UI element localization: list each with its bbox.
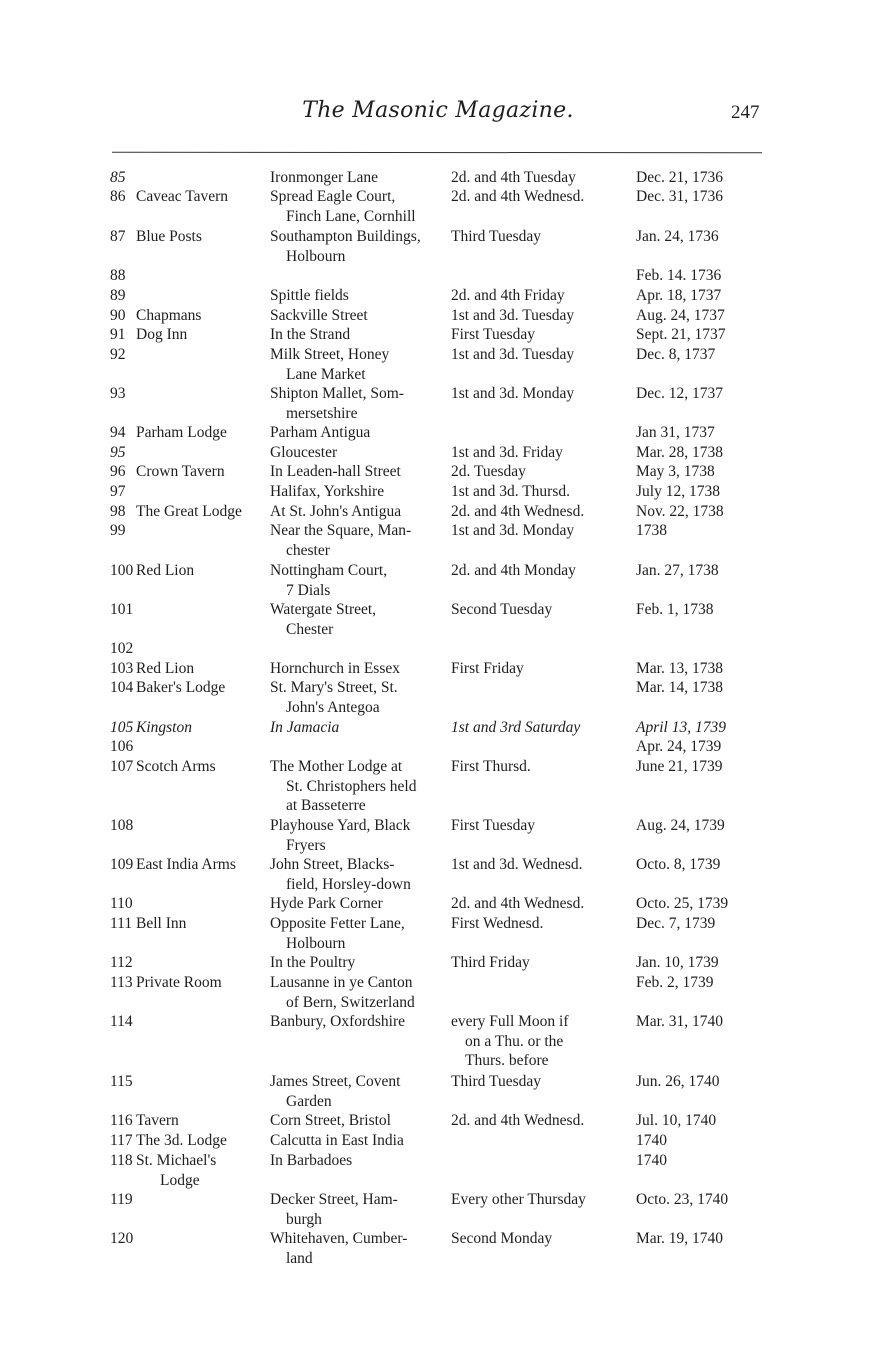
lodge-name-line: Dog Inn bbox=[136, 326, 188, 343]
lodge-number: 113 bbox=[110, 974, 133, 991]
lodge-place-line: Nottingham Court, bbox=[270, 562, 388, 579]
lodge-number: 120 bbox=[110, 1230, 134, 1247]
lodge-number: 116 bbox=[110, 1112, 133, 1129]
lodge-place bbox=[270, 757, 416, 816]
lodge-meeting bbox=[451, 502, 584, 522]
lodge-name-line: St. Michael's bbox=[136, 1152, 217, 1169]
lodge-name bbox=[136, 914, 186, 934]
lodge-date: Mar. 13, 1738 bbox=[636, 660, 723, 677]
lodge-place-line: Holbourn bbox=[286, 247, 346, 265]
lodge-meeting bbox=[451, 462, 526, 482]
lodge-name bbox=[136, 1151, 216, 1190]
lodge-name-line: Red Lion bbox=[136, 562, 195, 579]
lodge-date: Apr. 18, 1737 bbox=[636, 287, 722, 304]
lodge-name bbox=[136, 855, 236, 875]
lodge-date: Dec. 31, 1736 bbox=[636, 188, 723, 205]
lodge-place bbox=[270, 914, 405, 953]
lodge-place-line: at Basseterre bbox=[286, 797, 366, 814]
lodge-place-line: Playhouse Yard, Black bbox=[270, 817, 411, 834]
lodge-number: 88 bbox=[110, 267, 126, 284]
lodge-place bbox=[270, 443, 337, 463]
lodge-name-line: Caveac Tavern bbox=[136, 188, 229, 205]
lodge-place bbox=[270, 286, 349, 306]
lodge-meeting bbox=[451, 1190, 586, 1210]
lodge-place bbox=[270, 187, 416, 226]
lodge-meeting bbox=[451, 1229, 552, 1249]
lodge-place-line: In the Poultry bbox=[270, 954, 356, 971]
lodge-place-line: Whitehaven, Cumber- bbox=[270, 1230, 408, 1247]
lodge-number: 106 bbox=[110, 738, 134, 755]
lodge-number: 104 bbox=[110, 679, 134, 696]
lodge-meeting-line: 2d. and 4th Wednesd. bbox=[451, 503, 585, 520]
lodge-date: Octo. 23, 1740 bbox=[636, 1191, 729, 1208]
lodge-place bbox=[270, 973, 415, 1012]
lodge-number: 119 bbox=[110, 1191, 133, 1208]
lodge-place-line: Ironmonger Lane bbox=[270, 169, 379, 186]
lodge-name-line: Red Lion bbox=[136, 660, 195, 677]
lodge-name-line: Kingston bbox=[136, 719, 192, 736]
lodge-number: 114 bbox=[110, 1013, 133, 1030]
lodge-meeting-line: 2d. and 4th Wednesd. bbox=[451, 1112, 585, 1129]
lodge-number: 100 bbox=[110, 562, 134, 579]
lodge-number: 93 bbox=[110, 385, 126, 402]
lodge-date: Jan. 10, 1739 bbox=[636, 954, 719, 971]
lodge-place-line: field, Horsley-down bbox=[286, 875, 411, 893]
lodge-place-line: At St. John's Antigua bbox=[270, 503, 402, 520]
lodge-number: 112 bbox=[110, 954, 133, 971]
lodge-name-line: Parham Lodge bbox=[136, 424, 227, 441]
lodge-date: Dec. 21, 1736 bbox=[636, 169, 723, 186]
lodge-name bbox=[136, 718, 192, 738]
lodge-number: 86 bbox=[110, 188, 126, 205]
lodge-meeting bbox=[451, 325, 535, 345]
lodge-name bbox=[136, 1111, 179, 1131]
lodge-place-line: of Bern, Switzerland bbox=[286, 993, 415, 1011]
lodge-place-line: Parham Antigua bbox=[270, 424, 371, 441]
lodge-name-line: Blue Posts bbox=[136, 228, 202, 245]
lodge-date: Aug. 24, 1739 bbox=[636, 817, 725, 834]
lodge-date: Dec. 7, 1739 bbox=[636, 915, 716, 932]
lodge-place bbox=[270, 384, 404, 423]
lodge-number: 117 bbox=[110, 1132, 133, 1149]
lodge-meeting-line: 2d. and 4th Tuesday bbox=[451, 169, 576, 186]
lodge-meeting-line: Second Monday bbox=[451, 1230, 553, 1247]
lodge-meeting bbox=[451, 1072, 541, 1092]
lodge-number: 99 bbox=[110, 522, 126, 539]
lodge-number: 92 bbox=[110, 346, 126, 363]
lodge-meeting bbox=[451, 953, 530, 973]
lodge-date: Nov. 22, 1738 bbox=[636, 503, 724, 520]
lodge-place bbox=[270, 423, 370, 443]
lodge-meeting bbox=[451, 816, 535, 836]
lodge-meeting bbox=[451, 443, 563, 463]
lodge-place-line: Holbourn bbox=[286, 934, 346, 952]
lodge-date: Dec. 8, 1737 bbox=[636, 346, 716, 363]
lodge-date: July 12, 1738 bbox=[636, 483, 720, 500]
lodge-place-line: Chester bbox=[286, 620, 334, 638]
lodge-meeting-line: 1st and 3d. Monday bbox=[451, 522, 575, 539]
lodge-place-line: The Mother Lodge at bbox=[270, 758, 403, 775]
lodge-place bbox=[270, 482, 384, 502]
lodge-meeting-line: First Thursd. bbox=[451, 758, 531, 775]
lodge-place-line: Watergate Street, bbox=[270, 601, 377, 618]
lodge-place-line: Spittle fields bbox=[270, 287, 349, 304]
lodge-meeting-line: 1st and 3d. Tuesday bbox=[451, 346, 575, 363]
lodge-name-line: Scotch Arms bbox=[136, 758, 216, 775]
lodge-place-line: Milk Street, Honey bbox=[270, 346, 390, 363]
lodge-date: June 21, 1739 bbox=[636, 758, 723, 775]
lodge-place bbox=[270, 600, 376, 639]
lodge-meeting-line: 2d. and 4th Wednesd. bbox=[451, 895, 585, 912]
lodge-name bbox=[136, 502, 242, 522]
lodge-meeting-line: 1st and 3rd Saturday bbox=[451, 719, 581, 736]
lodge-meeting-line: 1st and 3d. Thursd. bbox=[451, 483, 570, 500]
lodge-place-line: Corn Street, Bristol bbox=[270, 1112, 391, 1129]
lodge-number: 105 bbox=[110, 719, 134, 736]
lodge-place bbox=[270, 502, 401, 522]
lodge-place bbox=[270, 325, 350, 345]
lodge-name-line: The Great Lodge bbox=[136, 503, 242, 520]
lodge-meeting-line: 1st and 3d. Tuesday bbox=[451, 307, 575, 324]
lodge-place-line: 7 Dials bbox=[286, 581, 331, 599]
lodge-place-line: James Street, Covent bbox=[270, 1073, 401, 1090]
lodge-place-line: In Jamacia bbox=[270, 719, 340, 736]
lodge-meeting-line: Third Tuesday bbox=[451, 1073, 541, 1090]
lodge-meeting-line: on a Thu. or the bbox=[465, 1032, 564, 1050]
lodge-place-line: In the Strand bbox=[270, 326, 351, 343]
lodge-meeting bbox=[451, 1012, 569, 1071]
lodge-place-line: Gloucester bbox=[270, 444, 338, 461]
lodge-place bbox=[270, 1111, 391, 1131]
lodge-date: Mar. 31, 1740 bbox=[636, 1013, 723, 1030]
lodge-date: 1740 bbox=[636, 1152, 667, 1169]
lodge-meeting-line: 2d. Tuesday bbox=[451, 463, 526, 480]
lodge-name-line: The 3d. Lodge bbox=[136, 1132, 227, 1149]
lodge-date: May 3, 1738 bbox=[636, 463, 715, 480]
lodge-place bbox=[270, 953, 355, 973]
lodge-place-line: Halifax, Yorkshire bbox=[270, 483, 385, 500]
lodge-place bbox=[270, 816, 410, 855]
lodge-name bbox=[136, 227, 202, 247]
lodge-meeting bbox=[451, 718, 580, 738]
lodge-place bbox=[270, 1131, 404, 1151]
lodge-place bbox=[270, 561, 387, 600]
lodge-number: 91 bbox=[110, 326, 126, 343]
lodge-name-line: Private Room bbox=[136, 974, 222, 991]
lodge-name-line: East India Arms bbox=[136, 856, 236, 873]
lodge-place-line: John's Antegoa bbox=[286, 698, 380, 716]
lodge-number: 115 bbox=[110, 1073, 133, 1090]
lodge-name bbox=[136, 659, 194, 679]
lodge-number: 118 bbox=[110, 1152, 133, 1169]
lodge-place-line: Finch Lane, Cornhill bbox=[286, 207, 416, 225]
lodge-meeting bbox=[451, 1111, 584, 1131]
lodge-name-line: Bell Inn bbox=[136, 915, 187, 932]
lodge-meeting bbox=[451, 757, 531, 777]
lodge-name bbox=[136, 423, 227, 443]
lodge-meeting-line: 1st and 3d. Monday bbox=[451, 385, 575, 402]
lodge-place-line: In Barbadoes bbox=[270, 1152, 353, 1169]
lodge-meeting-line: Third Friday bbox=[451, 954, 530, 971]
lodge-date: Apr. 24, 1739 bbox=[636, 738, 722, 755]
lodge-name-line: Baker's Lodge bbox=[136, 679, 226, 696]
lodge-place-line: Sackville Street bbox=[270, 307, 368, 324]
lodge-date: Jan. 24, 1736 bbox=[636, 228, 719, 245]
lodge-date: Jun. 26, 1740 bbox=[636, 1073, 720, 1090]
lodge-meeting bbox=[451, 600, 552, 620]
lodge-place bbox=[270, 345, 389, 384]
lodge-place-line: Lane Market bbox=[286, 365, 366, 383]
lodge-meeting bbox=[451, 168, 576, 188]
lodge-place-line: In Leaden-hall Street bbox=[270, 463, 401, 480]
lodge-number: 97 bbox=[110, 483, 126, 500]
lodge-date: Feb. 14. 1736 bbox=[636, 267, 722, 284]
lodge-place bbox=[270, 855, 411, 894]
lodge-meeting-line: 2d. and 4th Wednesd. bbox=[451, 188, 585, 205]
lodge-place bbox=[270, 894, 383, 914]
lodge-meeting-line: 1st and 3d. Wednesd. bbox=[451, 856, 583, 873]
lodge-number: 94 bbox=[110, 424, 126, 441]
lodge-meeting bbox=[451, 286, 565, 306]
lodge-place bbox=[270, 1072, 400, 1111]
lodge-place bbox=[270, 227, 421, 266]
lodge-meeting-line: 2d. and 4th Monday bbox=[451, 562, 576, 579]
lodge-place-line: Hyde Park Corner bbox=[270, 895, 383, 912]
lodge-place bbox=[270, 1190, 398, 1229]
lodge-name bbox=[136, 1131, 227, 1151]
lodge-place-line: Opposite Fetter Lane, bbox=[270, 915, 405, 932]
lodge-date: Jan. 27, 1738 bbox=[636, 562, 719, 579]
lodge-meeting-line: Every other Thursday bbox=[451, 1191, 586, 1208]
lodge-meeting bbox=[451, 306, 574, 326]
lodge-place bbox=[270, 718, 339, 738]
lodge-number: 98 bbox=[110, 503, 126, 520]
lodge-date: Dec. 12, 1737 bbox=[636, 385, 723, 402]
lodge-place-line: John Street, Blacks- bbox=[270, 856, 395, 873]
lodge-meeting-line: Second Tuesday bbox=[451, 601, 553, 618]
lodge-meeting-line: First Tuesday bbox=[451, 326, 535, 343]
lodge-place-line: Lausanne in ye Canton bbox=[270, 974, 413, 991]
lodge-meeting bbox=[451, 855, 583, 875]
lodge-place bbox=[270, 462, 401, 482]
lodge-place-line: Decker Street, Ham- bbox=[270, 1191, 398, 1208]
lodge-place-line: Near the Square, Man- bbox=[270, 522, 412, 539]
lodge-place-line: St. Mary's Street, St. bbox=[270, 679, 398, 696]
lodge-meeting bbox=[451, 521, 574, 541]
lodge-number: 108 bbox=[110, 817, 134, 834]
lodge-number: 107 bbox=[110, 758, 134, 775]
lodge-place-line: land bbox=[286, 1249, 313, 1267]
lodge-number: 110 bbox=[110, 895, 133, 912]
lodge-name bbox=[136, 306, 201, 326]
lodge-date: Mar. 28, 1738 bbox=[636, 444, 723, 461]
lodge-meeting-line: First Wednesd. bbox=[451, 915, 544, 932]
lodge-place-line: Calcutta in East India bbox=[270, 1132, 404, 1149]
lodge-place-line: Shipton Mallet, Som- bbox=[270, 385, 404, 402]
lodge-number: 111 bbox=[110, 915, 133, 932]
lodge-meeting-line: First Tuesday bbox=[451, 817, 535, 834]
lodge-date: Mar. 14, 1738 bbox=[636, 679, 723, 696]
lodge-place bbox=[270, 1229, 407, 1268]
lodge-date: Aug. 24, 1737 bbox=[636, 307, 725, 324]
lodge-place bbox=[270, 168, 378, 188]
lodge-date: Feb. 2, 1739 bbox=[636, 974, 714, 991]
lodge-place-line: burgh bbox=[286, 1210, 322, 1228]
lodge-name bbox=[136, 187, 228, 207]
lodge-name-line: Chapmans bbox=[136, 307, 202, 324]
lodge-name-line: Crown Tavern bbox=[136, 463, 225, 480]
lodge-place-line: mersetshire bbox=[286, 404, 358, 422]
lodge-place bbox=[270, 659, 400, 679]
lodge-date: Octo. 8, 1739 bbox=[636, 856, 721, 873]
lodge-place bbox=[270, 1012, 405, 1032]
lodge-date: Octo. 25, 1739 bbox=[636, 895, 729, 912]
lodge-name-line: Lodge bbox=[160, 1171, 200, 1189]
lodge-place bbox=[270, 1151, 352, 1171]
lodge-place-line: St. Christophers held bbox=[286, 777, 417, 795]
lodge-meeting bbox=[451, 894, 584, 914]
lodge-number: 96 bbox=[110, 463, 126, 480]
lodge-meeting bbox=[451, 384, 574, 404]
lodge-meeting bbox=[451, 914, 543, 934]
page-number: 247 bbox=[731, 102, 760, 123]
lodge-date: April 13, 1739 bbox=[636, 719, 726, 736]
lodge-place-line: Hornchurch in Essex bbox=[270, 660, 400, 677]
lodge-number: 102 bbox=[110, 640, 134, 657]
lodge-place-line: chester bbox=[286, 541, 330, 559]
lodge-name-line: Tavern bbox=[136, 1112, 179, 1129]
lodge-number: 90 bbox=[110, 307, 126, 324]
lodge-number: 95 bbox=[110, 444, 126, 461]
lodge-date: 1738 bbox=[636, 522, 667, 539]
lodge-meeting-line: every Full Moon if bbox=[451, 1013, 569, 1030]
lodge-date: 1740 bbox=[636, 1132, 667, 1149]
magazine-title: The Masonic Magazine. bbox=[302, 98, 574, 123]
lodge-place-line: Spread Eagle Court, bbox=[270, 188, 396, 205]
lodge-place-line: Garden bbox=[286, 1092, 332, 1110]
lodge-number: 89 bbox=[110, 287, 126, 304]
lodge-name bbox=[136, 973, 222, 993]
lodge-place bbox=[270, 521, 411, 560]
lodge-meeting bbox=[451, 482, 570, 502]
lodge-meeting-line: 1st and 3d. Friday bbox=[451, 444, 563, 461]
lodge-name bbox=[136, 325, 187, 345]
lodge-number: 103 bbox=[110, 660, 134, 677]
lodge-meeting-line: 2d. and 4th Friday bbox=[451, 287, 565, 304]
lodge-place-line: Southampton Buildings, bbox=[270, 228, 421, 245]
lodge-name bbox=[136, 678, 225, 698]
lodge-date: Feb. 1, 1738 bbox=[636, 601, 714, 618]
lodge-meeting-line: First Friday bbox=[451, 660, 524, 677]
lodge-meeting-line: Thurs. before bbox=[465, 1052, 549, 1069]
lodge-meeting bbox=[451, 227, 541, 247]
lodge-place-line: Banbury, Oxfordshire bbox=[270, 1013, 406, 1030]
lodge-meeting bbox=[451, 561, 576, 581]
lodge-meeting bbox=[451, 187, 584, 207]
lodge-meeting bbox=[451, 345, 574, 365]
lodge-place bbox=[270, 678, 398, 717]
header-rule bbox=[112, 152, 762, 154]
lodge-place-line: Fryers bbox=[286, 836, 326, 854]
lodge-date: Jul. 10, 1740 bbox=[636, 1112, 717, 1129]
lodge-date: Mar. 19, 1740 bbox=[636, 1230, 723, 1247]
lodge-name bbox=[136, 561, 194, 581]
lodge-name bbox=[136, 757, 216, 777]
lodge-place bbox=[270, 306, 368, 326]
lodge-name bbox=[136, 462, 225, 482]
lodge-number: 101 bbox=[110, 601, 134, 618]
lodge-number: 85 bbox=[110, 169, 126, 186]
lodge-date: Sept. 21, 1737 bbox=[636, 326, 726, 343]
lodge-meeting bbox=[451, 659, 524, 679]
lodge-meeting-line: Third Tuesday bbox=[451, 228, 541, 245]
lodge-number: 87 bbox=[110, 228, 126, 245]
lodge-number: 109 bbox=[110, 856, 134, 873]
lodge-date: Jan 31, 1737 bbox=[636, 424, 715, 441]
